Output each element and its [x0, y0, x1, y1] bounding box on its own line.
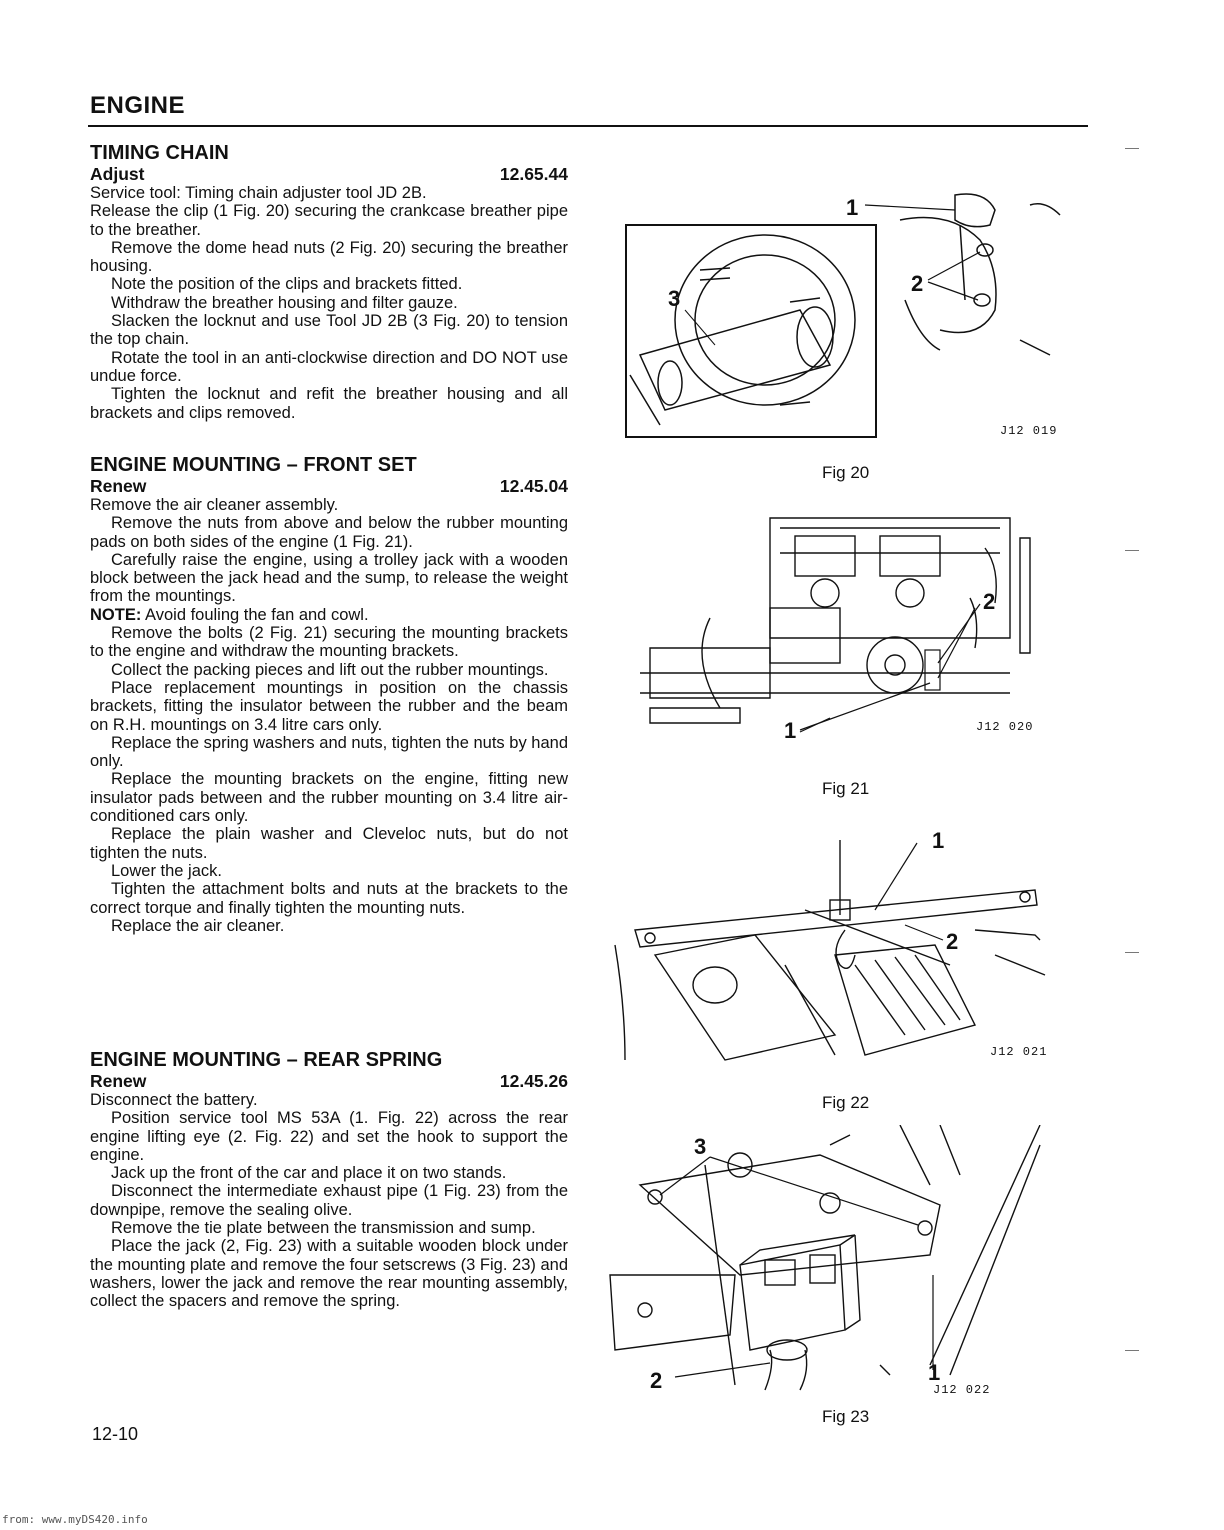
fig22-caption: Fig 22	[822, 1093, 870, 1112]
body-paragraph: Position service tool MS 53A (1. Fig. 22) across the rear engine lifting eye (2. Fig. 22) and set the hook to support the engine.	[90, 1109, 568, 1164]
section-body	[90, 184, 568, 422]
section-sub: Renew	[90, 1071, 147, 1091]
body-paragraph: Disconnect the intermediate exhaust pipe (1 Fig. 23) from the downpipe, remove the sealing olive.	[90, 1182, 568, 1219]
section-engine-mounting-front	[90, 454, 568, 935]
body-paragraph: Tighten the attachment bolts and nuts at the brackets to the correct torque and finally tighten the mounting nuts.	[90, 880, 568, 917]
section-subheading	[90, 164, 568, 184]
body-paragraph: Withdraw the breather housing and filter gauze.	[111, 293, 458, 312]
fig23-callout-2: 2	[650, 1368, 663, 1393]
body-paragraph: Replace the spring washers and nuts, tighten the nuts by hand only.	[90, 733, 568, 771]
section-sub: Renew	[90, 476, 147, 496]
body-paragraph: Service tool: Timing chain adjuster tool JD 2B.	[90, 184, 427, 202]
margin-mark	[1125, 148, 1139, 149]
body-paragraph: Remove the dome head nuts (2 Fig. 20) securing the breather housing.	[90, 238, 568, 276]
section-code: 12.45.04	[499, 476, 568, 496]
section-subheading	[90, 476, 568, 496]
body-paragraph: Tighten the locknut and refit the breather housing and all brackets and clips removed.	[90, 385, 568, 422]
body-paragraph: Place replacement mountings in position on the chassis brackets, fitting the insulator between the rubber and the beam on R.H. mountings on 3.4 litre cars only.	[90, 678, 568, 734]
margin-mark	[1125, 550, 1139, 551]
body-paragraph: Remove the nuts from above and below the rubber mounting pads on both sides of the engine (1 Fig. 21).	[90, 514, 568, 551]
body-paragraph: Remove the tie plate between the transmission and sump.	[111, 1219, 536, 1238]
fig21-callout-1: 1	[784, 718, 797, 743]
section-engine-mounting-rear	[90, 1049, 568, 1311]
page-header-title: ENGINE	[90, 92, 186, 119]
margin-mark	[1125, 952, 1139, 953]
fig20-callout-1: 1	[846, 195, 859, 220]
fig20-caption: Fig 20	[822, 463, 870, 482]
source-footer: from: www.myDS420.info	[2, 1513, 148, 1526]
page-number: 12-10	[92, 1424, 139, 1444]
fig20-callout-2: 2	[911, 271, 924, 296]
body-paragraph: Disconnect the battery.	[90, 1091, 258, 1109]
section-timing-chain	[90, 142, 568, 422]
section-title: ENGINE MOUNTING – FRONT SET	[90, 454, 417, 476]
body-paragraph: Note the position of the clips and brackets fitted.	[111, 275, 463, 294]
fig20-illustration	[620, 180, 1070, 445]
body-paragraph: Replace the air cleaner.	[111, 916, 285, 935]
body-paragraph: Carefully raise the engine, using a trolley jack with a wooden block between the jack head and the sump, to release the weight from the mountings.	[90, 550, 568, 606]
body-paragraph: Collect the packing pieces and lift out the rubber mountings.	[111, 660, 549, 679]
body-paragraph: Slacken the locknut and use Tool JD 2B (3 Fig. 20) to tension the top chain.	[90, 312, 568, 349]
fig22-callout-2: 2	[946, 929, 959, 954]
fig20-code: J12 019	[1000, 424, 1058, 438]
section-title: TIMING CHAIN	[90, 142, 229, 164]
note-label: NOTE:	[90, 605, 142, 624]
section-code: 12.65.44	[499, 164, 568, 184]
note-paragraph: NOTE: Avoid fouling the fan and cowl.	[90, 605, 369, 624]
section-code: 12.45.26	[499, 1071, 568, 1091]
fig23-code: J12 022	[933, 1383, 991, 1397]
body-paragraph: Jack up the front of the car and place it on two stands.	[111, 1164, 507, 1183]
section-body	[90, 496, 568, 935]
body-paragraph: Replace the plain washer and Cleveloc nuts, but do not tighten the nuts.	[90, 825, 568, 862]
section-subheading	[90, 1071, 568, 1091]
body-paragraph: Replace the mounting brackets on the engine, fitting new insulator pads between and the rubber mounting on 3.4 litre air-conditioned cars only.	[90, 770, 568, 826]
fig22-illustration	[605, 835, 1055, 1065]
fig23-illustration	[600, 1125, 1050, 1395]
fig23-callout-3: 3	[694, 1134, 707, 1159]
body-paragraph: Lower the jack.	[111, 861, 222, 880]
section-sub: Adjust	[90, 164, 145, 184]
body-paragraph: Rotate the tool in an anti-clockwise direction and DO NOT use undue force.	[90, 348, 568, 385]
margin-mark	[1125, 1350, 1139, 1351]
fig23-callout-1: 1	[928, 1360, 941, 1385]
section-body	[90, 1091, 568, 1311]
fig21-caption: Fig 21	[822, 779, 870, 798]
header-rule	[88, 125, 1088, 127]
fig22-callout-1: 1	[932, 828, 945, 853]
body-paragraph: Place the jack (2, Fig. 23) with a suitable wooden block under the mounting plate and remove the four setscrews (3 Fig. 23) and washers, lower the jack and remove the rear mounting assembly, collect the spacers and remove the spring.	[90, 1237, 568, 1311]
fig20-callout-3: 3	[668, 286, 681, 311]
fig23-caption: Fig 23	[822, 1407, 870, 1426]
fig21-illustration	[620, 508, 1050, 738]
fig21-code: J12 020	[976, 720, 1034, 734]
body-paragraph: Remove the bolts (2 Fig. 21) securing the mounting brackets to the engine and withdraw the mounting brackets.	[90, 624, 568, 661]
body-paragraph: Release the clip (1 Fig. 20) securing the crankcase breather pipe to the breather.	[90, 202, 568, 239]
fig22-code: J12 021	[990, 1045, 1048, 1059]
body-paragraph: Remove the air cleaner assembly.	[90, 496, 339, 514]
fig21-callout-2: 2	[983, 589, 996, 614]
section-title: ENGINE MOUNTING – REAR SPRING	[90, 1049, 443, 1071]
